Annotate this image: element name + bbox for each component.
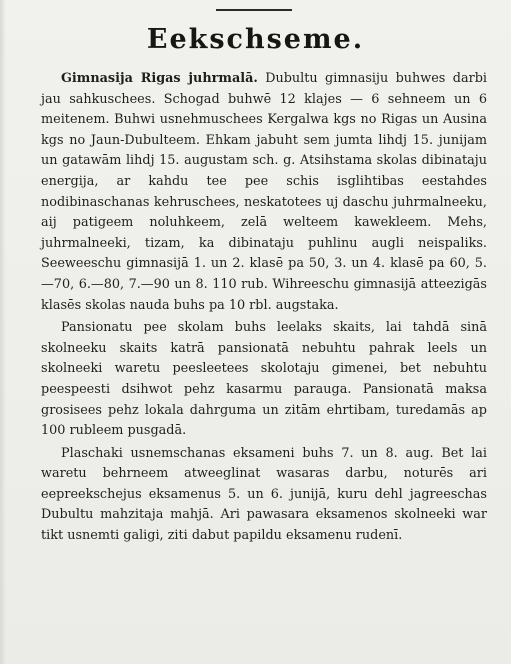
article-paragraph-1 bbox=[41, 69, 487, 316]
article-paragraph-2 bbox=[41, 318, 487, 442]
section-heading: Eekschseme. bbox=[146, 24, 365, 55]
paragraph-text: Dubultu gimnasiju buhwes darbi jau sahkuschees. Schogad buhwē 12 klajes — 6 sehneem un 6 meitenem. Buhwi usnehmuschees Kergalwa kgs no Rigas un Ausina kgs no Jaun-Dubulteem. Ehkam jabuht sem jumta lihdj 15. junijam un gatawām lihdj 15. augustam sch. g. Atsihstama skolas dibinataju energija, ar kahdu tee pee schis isglihtibas eestahdes nodibinaschanas kehruschees, neskatotees uj daschu juhrmalneeku, aij patigeem noluhkeem, zelā welteem kawekleem. Mehs, juhrmalneeki, tizam, ka dibinataju puhlinu augli neispaliks. Seeweeschu gimnasijā 1. un 2. klasē pa 50, 3. un 4. klasē pa 60, 5.—70, 6.—80, 7.—90 un 8. 110 rub. Wihreeschu gimnasijā atteezigās klasēs skolas nauda buhs pa 10 rbl. augstaka. bbox=[41, 71, 487, 313]
paragraph-text: Pansionatu pee skolam buhs leelaks skaits, lai tahdā sinā skolneeku skaits katrā pansionatā nebuhtu pahrak leels un skolneeki waretu peesleetees skolotaju gimenei, bet nebuhtu peespeesti dsihwot pehz kasarmu parauga. Pansionatā maksa grosisees pehz lokala dahrguma un zitām ehrtibam, turedamās ap 100 rubleem pusgadā. bbox=[41, 320, 487, 439]
paragraph-text: Plaschaki usnemschanas eksameni buhs 7. un 8. aug. Bet lai waretu behrneem atweeglinat wasaras darbu, noturēs ari eepreekschejus eksamenus 5. un 6. junijā, kuru dehl jagreeschas Dubultu mahzitaja mahjā. Ari pawasara eksamenos skolneeki war tikt usnemti galigi, ziti dabut papildu eksamenu rudenī. bbox=[41, 445, 487, 544]
article-lead: Gimnasija Rigas juhrmalā. bbox=[61, 71, 258, 86]
article-body bbox=[41, 69, 487, 547]
section-rule bbox=[216, 9, 292, 11]
page-edge-shadow bbox=[0, 0, 6, 664]
article-paragraph-3 bbox=[41, 444, 487, 547]
